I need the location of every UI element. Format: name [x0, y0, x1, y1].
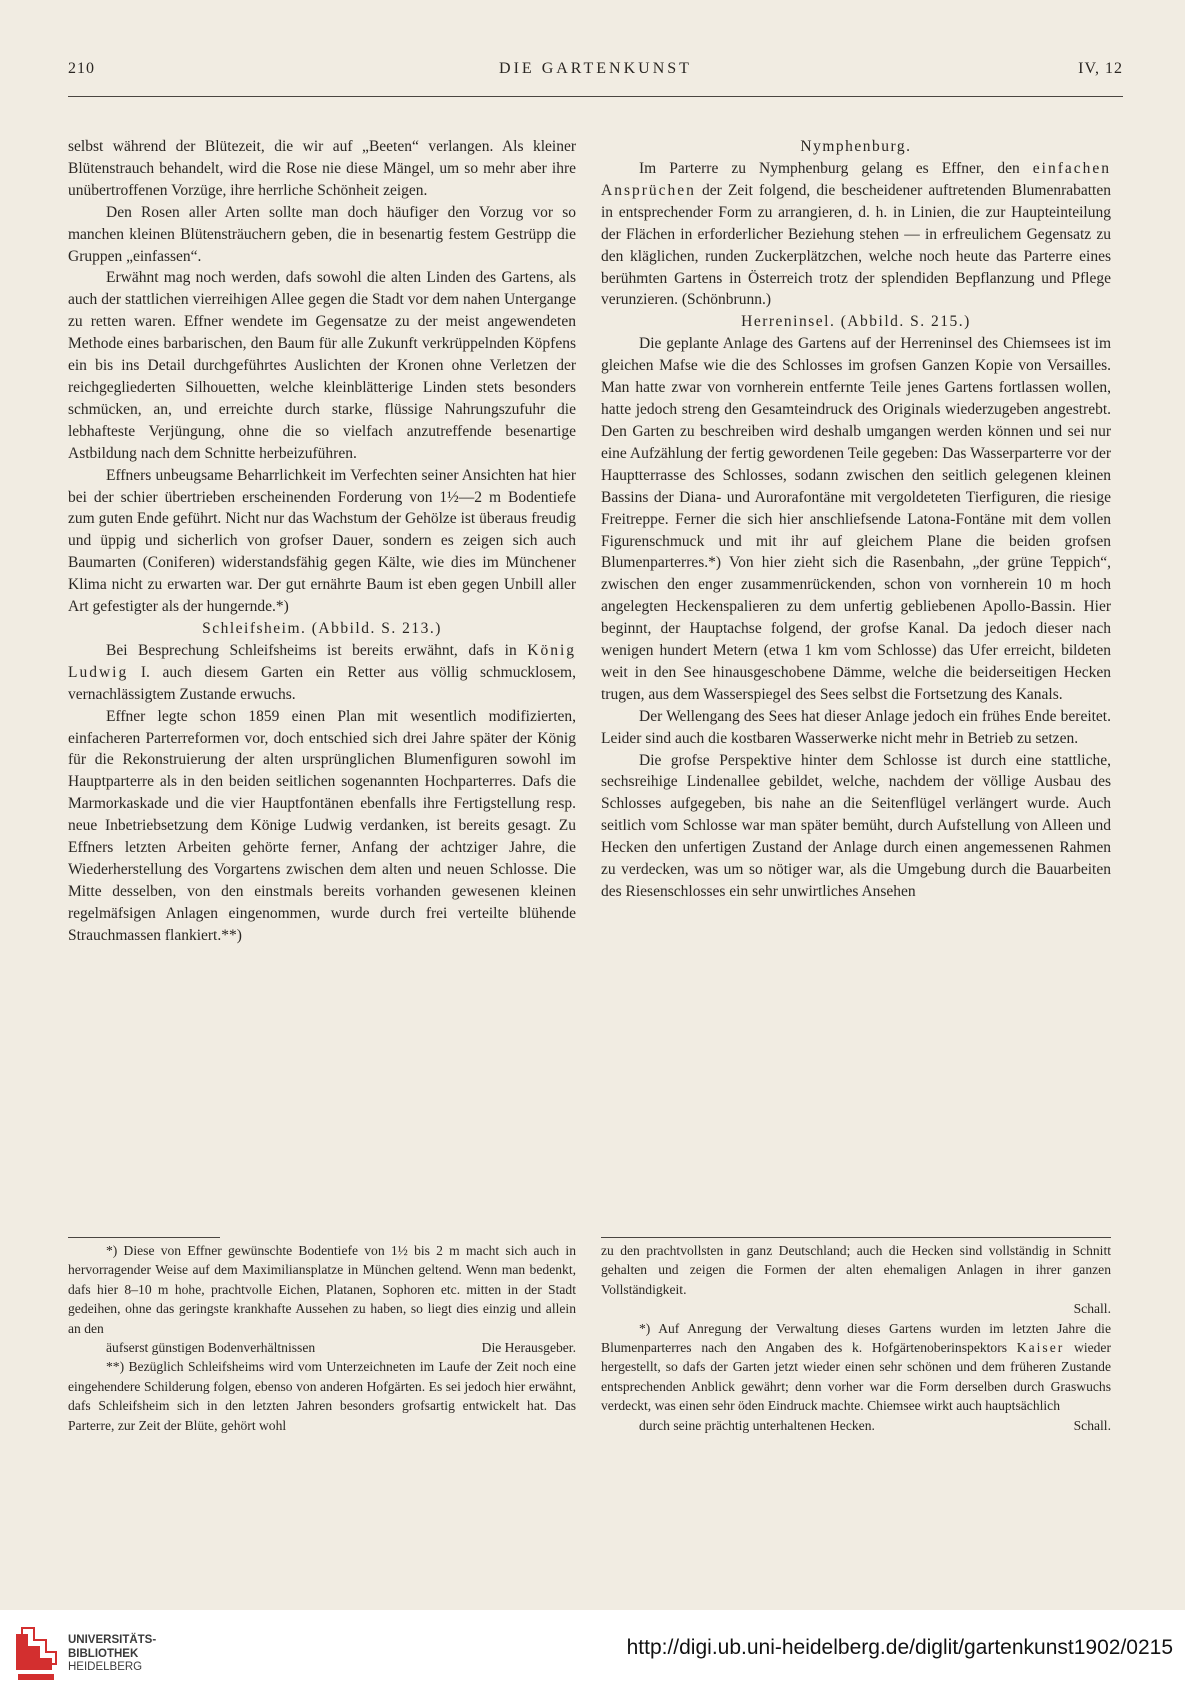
paragraph: Effner legte schon 1859 einen Plan mit wesentlich modifizierten, einfacheren Parterreformen vor, doch entschied sich drei Jahre später der König für die Rekonstruierung der alten ursprünglichen Blumenfiguren sowohl im Hauptparterre als in den beiden seitlichen sogenannten Hochparterres. Dafs die Marmorkaskade und die vier Hauptfontänen ebenfalls ihre Fertigstellung resp. neue Inbetriebsetzung dem Könige Ludwig verdanken, ist bereits gesagt. Zu Effners letzten Arbeiten gehörte ferner, Anfang der achtziger Jahre, die Wiederherstellung des Vorgartens zwischen dem alten und neuen Schlosse. Die Mitte desselben, von den einstmals bereits vorhanden gewesenen kleinen regelmäfsigen Anlagen eingenommen, wurde durch frei verteilte blühende Strauchmassen flankiert.**)	[68, 707, 576, 944]
section-heading-schleissheim: Schleifsheim. (Abbild. S. 213.)	[202, 619, 442, 637]
footnote-signature-line: durch seine prächtig unterhaltenen Hecken. Schall.	[601, 1416, 1111, 1435]
paragraph: selbst während der Blütezeit, die wir auf „Beeten“ verlangen. Als kleiner Blütenstrauch behandelt, wird die Rose nie diese Mängel, um so mehr aber ihre unübertroffenen Vorzüge, ihre herrliche Schönheit zeigen.	[68, 138, 576, 199]
digitization-footer	[0, 1610, 1185, 1706]
paragraph: Der Wellengang des Sees hat dieser Anlage jedoch ein frühes Ende bereitet. Leider sind auch die kostbaren Wasserwerke nicht mehr in Betrieb zu setzen.	[601, 707, 1111, 747]
library-name: UNIVERSITÄTS- BIBLIOTHEK HEIDELBERG	[68, 1634, 157, 1673]
footnote: *) Auf Anregung der Verwaltung dieses Gartens wurden im letzten Jahre die Blumenparterres nach den Angaben des k. Hofgärtenoberinspektors Kaiser wieder hergestellt, so dafs der Garten jetzt wieder einen sehr schönen und dem früheren Zustande entsprechenden Anblick gewährt; denn vorher war die Form derselben durch Graswuchs verdeckt, was einen sehr öden Eindruck machte. Chiemsee wirkt auch hauptsächlich	[601, 1320, 1111, 1414]
footnote-rule	[68, 1237, 220, 1238]
section-heading-herreninsel: Herreninsel. (Abbild. S. 215.)	[741, 313, 971, 331]
journal-title: DIE GARTENKUNST	[499, 60, 692, 77]
spaced-name: König Ludwig	[68, 641, 577, 681]
paragraph: Im Parterre zu Nymphenburg gelang es Effner, den einfachen Ansprüchen der Zeit folgend, die bescheidener auftretenden Blumenrabatten in entsprechender Form zu arrangieren, d. h. in Linien, die zur Haupteinteilung der Flächen in erforderlicher Beziehung stehen — in erfreulichem Gegensatz zu den kläglichen, runden Zuckerplätzchen, welche noch heute das Parterre eines berühmten Gartens in Österreich trotz der splendiden Bepflanzung und Pflege verunzieren. (Schönbrunn.)	[601, 160, 1112, 309]
footnotes-right	[601, 1241, 1111, 1435]
footnote: **) Bezüglich Schleifsheims wird vom Unterzeichneten im Laufe der Zeit noch eine eingehendere Schilderung folgen, ebenso von anderen Hofgärten. Es sei jedoch hier erwähnt, dafs Schleifsheim sich in den letzten Jahren besonders grofsartig entwickelt hat. Das Parterre, zur Zeit der Blüte, gehört wohl	[68, 1359, 576, 1433]
source-url-link[interactable]: http://digi.ub.uni-heidelberg.de/diglit/gartenkunst1902/0215	[626, 1636, 1173, 1659]
footnote-signature: Die Herausgeber.	[481, 1340, 576, 1356]
header-rule	[68, 96, 1123, 97]
footnote-rule	[601, 1237, 1111, 1238]
footnote: *) Diese von Effner gewünschte Bodentiefe von 1½ bis 2 m macht sich auch in hervorragender Weise auf dem Maximiliansplatze in München geltend. Wenn man bedenkt, dafs hier 8–10 m hohe, prachtvolle Eichen, Platanen, Sophoren etc. mitten in der Stadt gedeihen, ohne das geringste krankhafte Aussehen zu haben, so liegt dies einzig und allein an den	[68, 1243, 576, 1336]
spaced-phrase: einfachen Ansprüchen	[601, 160, 1112, 199]
paragraph: Die grofse Perspektive hinter dem Schlosse ist durch eine stattliche, sechsreihige Lindenallee gebildet, welche, nachdem der völlige Ausbau des Schlosses aufgegeben, bis nahe an die Seitenflügel verlängert wurde. Auch seitlich vom Schlosse war man später bemüht, durch Aufstellung von Alleen und Hecken den unfertigen Zustand der Anlage durch einen angemessenen Rahmen zu verdecken, was um so nötiger war, als die Umgebung durch die Bauarbeiten des Riesenschlosses ein sehr unwirtliches Ansehen	[601, 751, 1111, 900]
footnote-signature: Schall.	[1073, 1301, 1111, 1317]
footnotes-left	[68, 1241, 576, 1435]
paragraph: Effners unbeugsame Beharrlichkeit im Verfechten seiner Ansichten hat hier bei der schier übertrieben erscheinenden Forderung von 1½—2 m Bodentiefe zum guten Ende geführt. Nicht nur das Wachstum der Gehölze ist überaus freudig und üppig und sicherlich von grofser Dauer, sondern es zeigen sich auch Baumarten (Coniferen) widerstandsfähig gegen Kälte, wie dies im Münchener Klima nicht zu erwarten war. Der gut ernährte Baum ist eben gegen Unbill aller Art gefestigter als der hungernde.*)	[68, 466, 576, 616]
paragraph: Bei Besprechung Schleifsheims ist bereits erwähnt, dafs in König Ludwig I. auch diesem Garten ein Retter aus völlig schmucklosem, vernachlässigtem Zustande erwuchs.	[68, 641, 577, 703]
section-heading-nymphenburg: Nymphenburg.	[800, 138, 912, 155]
paragraph: Den Rosen aller Arten sollte man doch häufiger den Vorzug vor so manchen kleinen Blütensträuchern geben, die in besenartig festem Gestrüpp die Gruppen „einfassen“.	[68, 203, 576, 265]
page-number: 210	[68, 60, 95, 77]
issue-number: IV, 12	[1078, 60, 1123, 77]
right-column	[601, 136, 1111, 903]
running-header	[68, 58, 1123, 86]
spaced-name: Kaiser	[1016, 1340, 1065, 1356]
paragraph: Die geplante Anlage des Gartens auf der Herreninsel des Chiemsees ist im gleichen Mafse wie die des Schlosses im grofsen Ganzen Kopie von Versailles. Man hatte zwar von vornherein entfernte Teile jenes Gartens fortlassen wollen, hatte jedoch streng den Gesamteindruck des Originals wiederzugeben angestrebt. Den Garten zu beschreiben wird deshalb umgangen werden können und sei nur eine Aufzählung der fertig gewordenen Teile gegeben: Das Wasserparterre vor der Hauptterrasse des Schlosses, sodann zwischen den seitlich gelegenen kleinen Bassins der Diana- und Aurorafontäne mit vergoldeteten Tierfiguren, die riesige Freitreppe. Ferner die sich hier anschliefsende Latona-Fontäne mit dem vollen Figurenschmuck und mit ihr auf gleichem Plane die beiden grofsen Blumenparterres.*) Von hier zieht sich die Rasenbahn, „der grüne Teppich“, zwischen den enger zusammenrückenden, schon von vornherein 10 m hoch angelegten Heckenspalieren zu dem unfertig gebliebenen Apollo-Bassin. Hier beginnt, der Hauptachse folgend, der grofse Kanal. Da jedoch dieser nach wenigen hundert Metern (etwa 1 km vom Schlosse) das Ufer erreicht, bildeten weit in den See hinausgeschobene Dämme, welche die beiderseitigen Hecken trugen, aus dem Wasserspiegel des Sees selbst die Fortsetzung des Kanals.	[601, 335, 1111, 703]
footnote-signature-line: äufserst günstigen Bodenverhältnissen Die Herausgeber.	[68, 1338, 576, 1357]
paragraph: Erwähnt mag noch werden, dafs sowohl die alten Linden des Gartens, als auch der stattlichen vierreihigen Allee gegen die Stadt vor dem nahen Untergange zu retten waren. Effner wendete im Gegensatze zu der meist angewendeten Methode eines barbarischen, den Baum für alle Zukunft verkrüppelnden Köpfens ein bis ins Detail durchgeführtes Auslichten der Kronen ohne Verletzen der reichgegliederten Silhouetten, welche kleinblätterige Linden stets besonders schmücken, an, und erreichte durch starke, flüssige Nahrungszufuhr die lebhafteste Verjüngung, ohne die so vielfach anzutreffende besenartige Astbildung nach dem Schnitte herbeizuführen.	[68, 269, 576, 462]
footnote-continuation: zu den prachtvollsten in ganz Deutschland; auch die Hecken sind vollständig in Schnitt gehalten und zeigen die Formen der alten ehemaligen Anlagen in ihrer ganzen Vollständigkeit.	[601, 1243, 1111, 1297]
left-column	[68, 136, 576, 947]
heidelberg-university-library-logo-icon	[14, 1624, 58, 1684]
footnote-signature: Schall.	[1073, 1417, 1111, 1433]
